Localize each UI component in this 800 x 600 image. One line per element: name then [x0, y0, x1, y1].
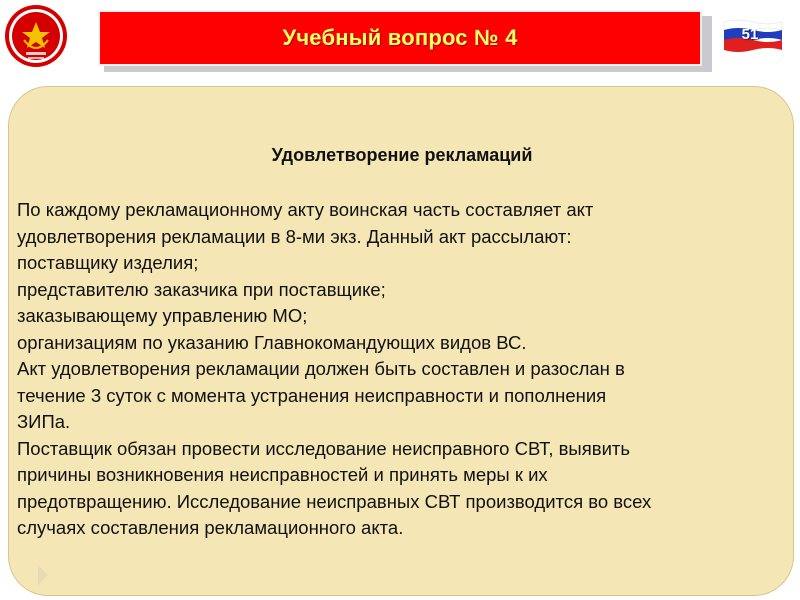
content-panel — [8, 86, 794, 596]
body-line: поставщику изделия; — [17, 252, 199, 273]
slide-title: Учебный вопрос № 4 — [282, 25, 518, 50]
body-line: представителю заказчика при поставщике; — [17, 278, 386, 300]
body-line: Поставщик обязан провести исследование неисправного СВТ, выявить — [17, 437, 631, 459]
content-body — [17, 197, 787, 542]
content-title: Удовлетворение рекламаций — [271, 145, 533, 165]
military-emblem-icon — [4, 4, 68, 68]
body-line: течение 3 суток с момента устранения неисправности и пополнения — [17, 384, 607, 406]
body-line: предотвращению. Исследование неисправных СВТ производится во всех — [17, 490, 652, 512]
body-line: причины возникновения неисправностей и принять меры к их — [17, 464, 548, 485]
body-line: случаях составления рекламационного акта. — [17, 517, 404, 538]
slide-number: 51 — [741, 26, 759, 43]
body-line: ЗИПа. — [17, 411, 71, 432]
body-line: По каждому рекламационному акту воинская часть составляет акт — [17, 199, 594, 220]
body-line: заказывающему управлению МО; — [17, 305, 308, 326]
slide-header — [98, 10, 702, 66]
body-line: Акт удовлетворения рекламации должен быть составлен и разослан в — [17, 358, 625, 379]
body-line: удовлетворения рекламации в 8-ми экз. Данный акт рассылают: — [17, 225, 572, 247]
body-line: организациям по указанию Главнокомандующих видов ВС. — [17, 331, 527, 353]
next-arrow-icon[interactable] — [38, 565, 48, 585]
